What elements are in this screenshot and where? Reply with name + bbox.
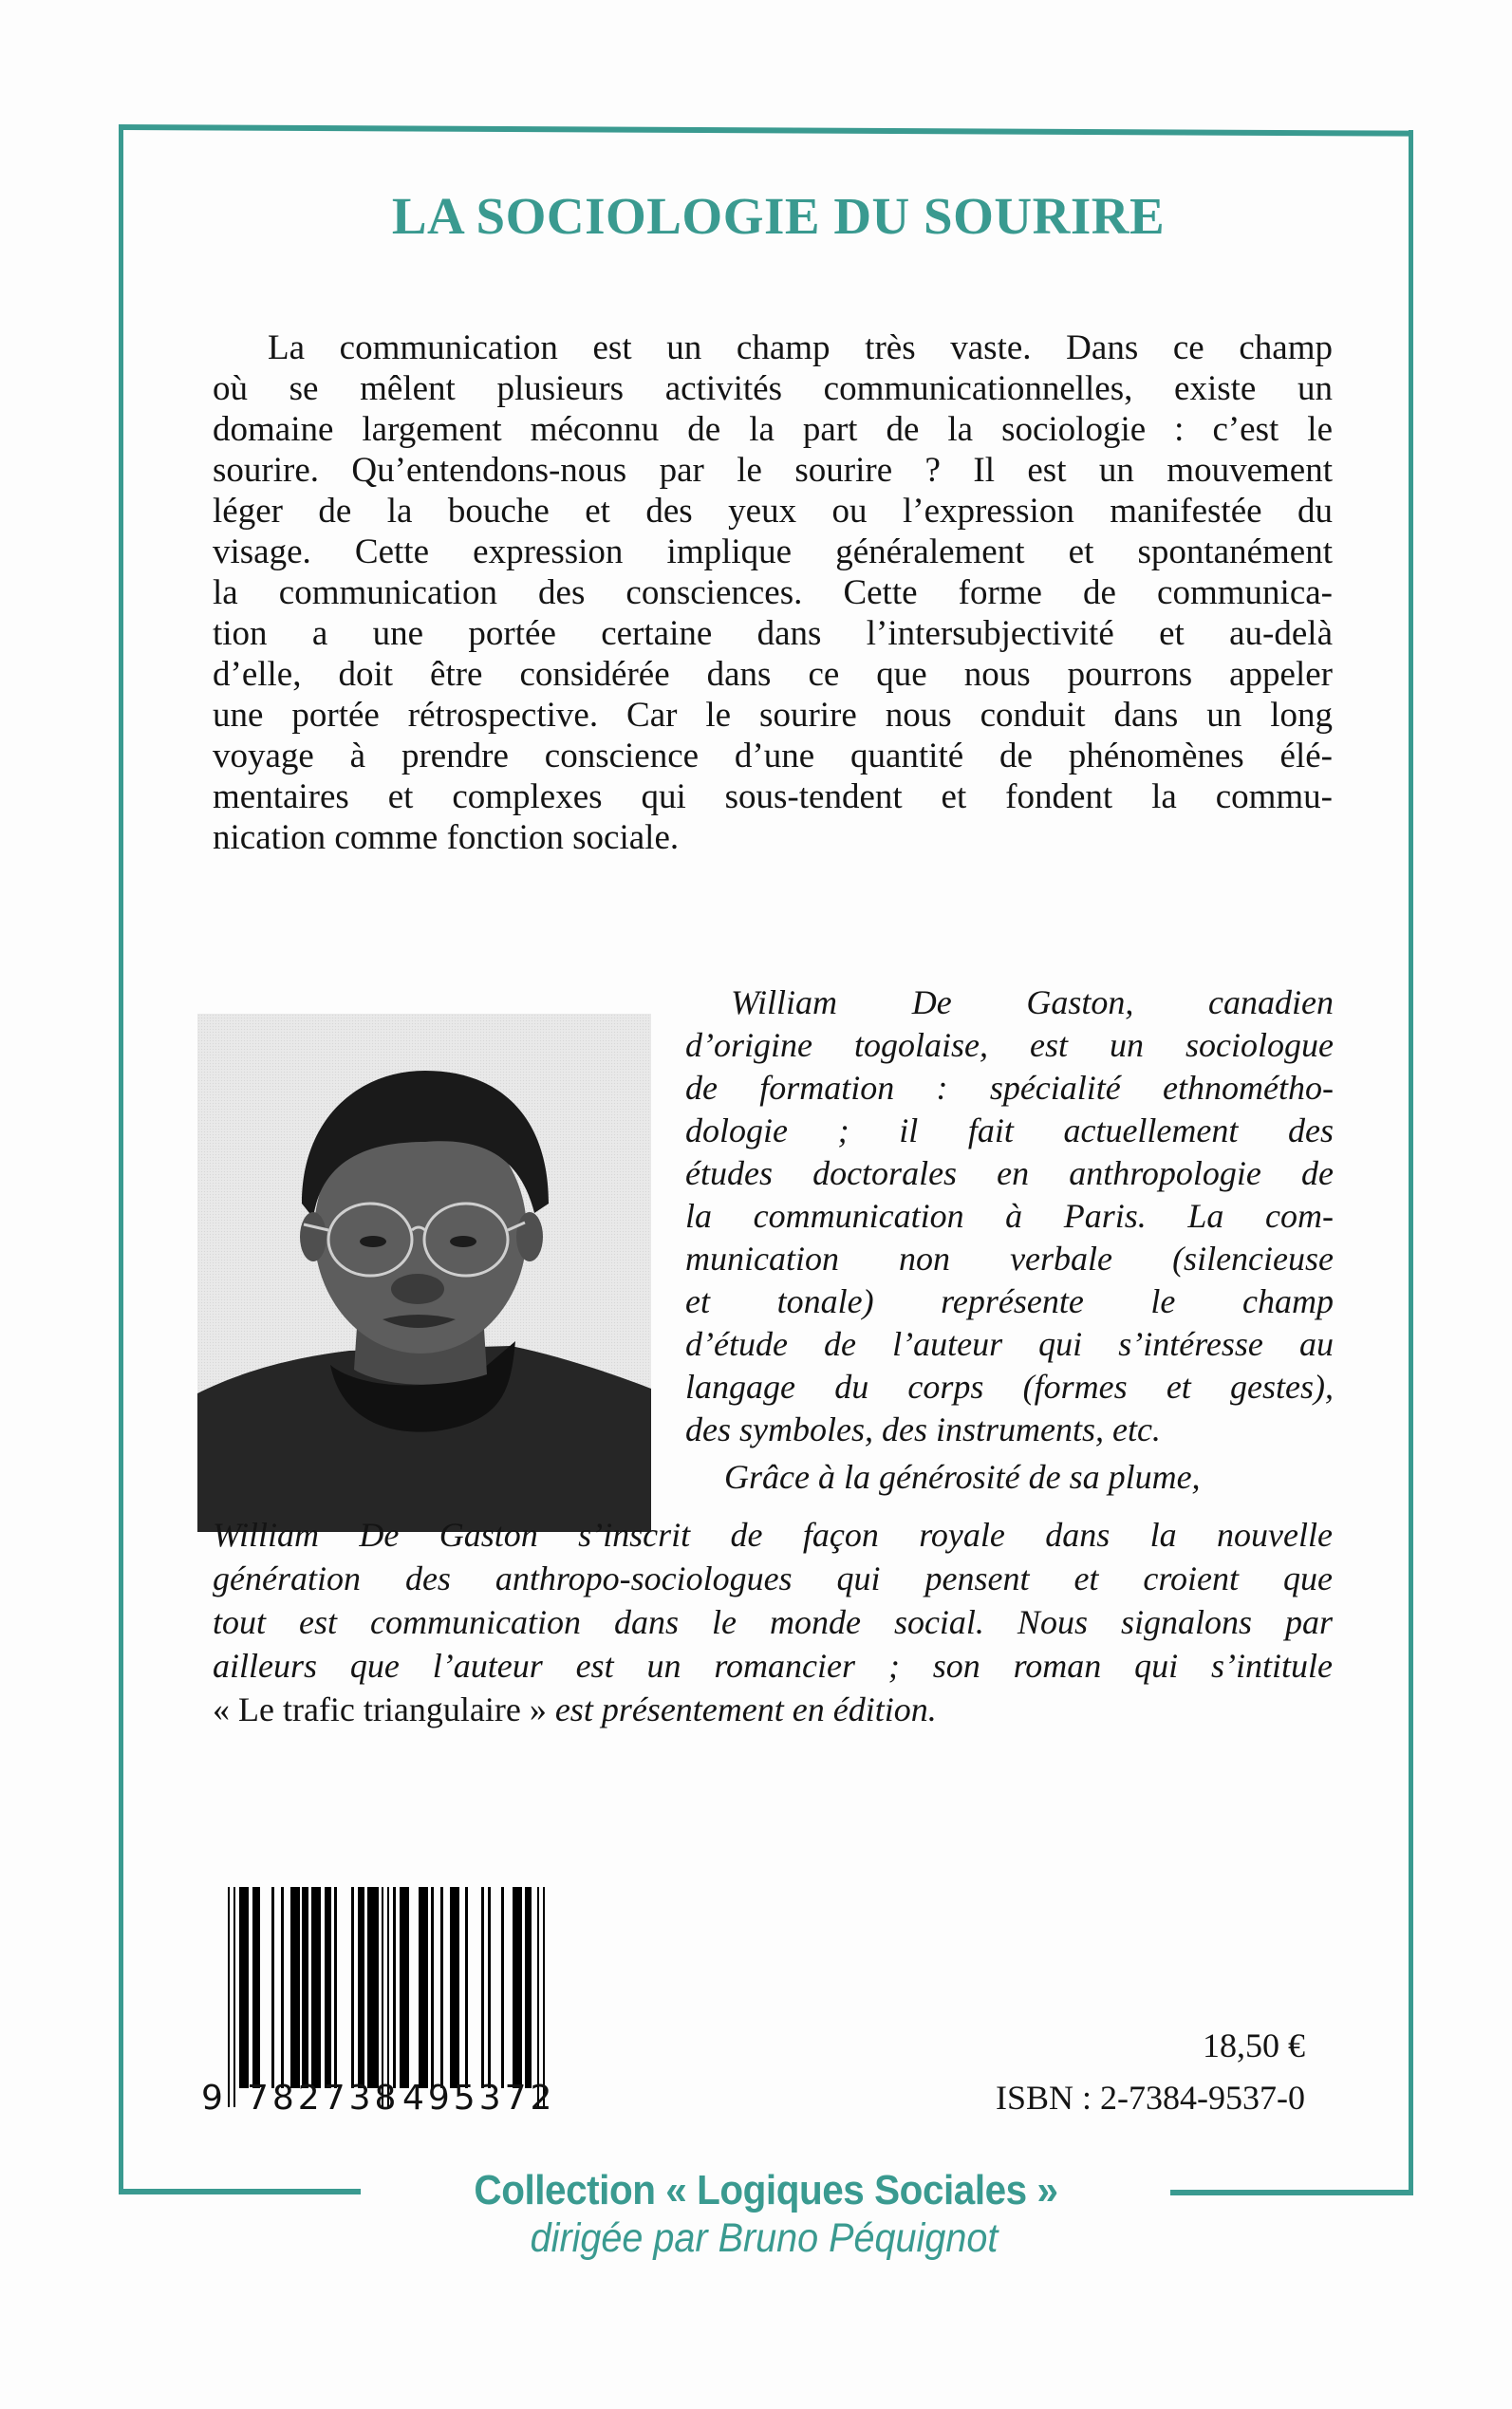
bio-line: d’étude de l’auteur qui s’intéresse au [685, 1325, 1334, 1363]
barcode-digits-left: 782738 [247, 2079, 401, 2118]
barcode-icon [228, 1887, 551, 2107]
summary-line: voyage à prendre conscience d’une quantité de phénomènes élé- [213, 737, 1333, 775]
frame-border-top [122, 124, 1413, 137]
summary-line: la communication des consciences. Cette forme de communica- [213, 573, 1333, 612]
summary-line: d’elle, doit être considérée dans ce que nous pourrons appeler [213, 655, 1333, 694]
summary-line: une portée rétrospective. Car le sourire nous conduit dans un long [213, 696, 1333, 735]
novel-status: est présentement en édition. [546, 1690, 937, 1728]
bio-line: ailleurs que l’auteur est un romancier ; son roman qui s’intitule [213, 1647, 1333, 1685]
isbn: ISBN : 2-7384-9537-0 [996, 2079, 1305, 2117]
bio-line: William De Gaston s’inscrit de façon royale dans la nouvelle [213, 1516, 1333, 1554]
author-photo [197, 1014, 651, 1532]
author-portrait-icon [197, 1014, 651, 1532]
summary-line: léger de la bouche et des yeux ou l’expression manifestée du [213, 492, 1333, 531]
summary-line: nication comme fonction sociale. [213, 818, 680, 857]
price: 18,50 € [1203, 2026, 1305, 2064]
book-title: LA SOCIOLOGIE DU SOURIRE [391, 187, 1166, 245]
bio-line: munication non verbale (silencieuse [685, 1240, 1334, 1278]
frame-border-bottom-right [1170, 2190, 1413, 2195]
collection-director: dirigée par Bruno Péquignot [530, 2215, 999, 2261]
bio-line: et tonale) représente le champ [685, 1282, 1334, 1320]
summary-line: sourire. Qu’entendons-nous par le sourire ? Il est un mouvement [213, 451, 1333, 490]
summary-line: mentaires et complexes qui sous-tendent et fondent la commu- [213, 777, 1333, 816]
bio-line: tout est communication dans le monde social. Nous signalons par [213, 1603, 1333, 1641]
frame-border-left [119, 124, 123, 2194]
barcode-number [201, 2079, 562, 2117]
bio-line: d’origine togolaise, est un sociologue [685, 1026, 1334, 1064]
summary-line: domaine largement méconnu de la part de la sociologie : c’est le [213, 410, 1333, 449]
bio-line: des symboles, des instruments, etc. [685, 1410, 1161, 1448]
bio-line-novel [213, 1690, 1333, 1730]
bio-line: langage du corps (formes et gestes), [685, 1368, 1334, 1406]
bio-line: la communication à Paris. La com- [685, 1197, 1334, 1235]
summary-line: visage. Cette expression implique généralement et spontanément [213, 532, 1333, 571]
bio-line: de formation : spécialité ethnométho- [685, 1069, 1334, 1107]
barcode-digit-prefix: 9 [201, 2079, 223, 2118]
bio-line: dologie ; il fait actuellement des [685, 1111, 1334, 1149]
collection-name: Collection « Logiques Sociales » [474, 2167, 1058, 2213]
barcode-digits-right: 495372 [402, 2079, 556, 2118]
bio-line: William De Gaston, canadien [731, 983, 1334, 1021]
summary-line: où se mêlent plusieurs activités communicationnelles, existe un [213, 369, 1333, 408]
bio-line: génération des anthropo-sociologues qui pensent et croient que [213, 1559, 1333, 1597]
frame-border-bottom-left [119, 2189, 361, 2194]
summary-line: tion a une portée certaine dans l’intersubjectivité et au-delà [213, 614, 1333, 653]
novel-title: « Le trafic triangulaire » [213, 1690, 547, 1728]
frame-border-right [1409, 130, 1413, 2195]
bio-line: Grâce à la générosité de sa plume, [724, 1458, 1201, 1496]
bio-line: études doctorales en anthropologie de [685, 1154, 1334, 1192]
summary-line: La communication est un champ très vaste. Dans ce champ [268, 328, 1333, 367]
